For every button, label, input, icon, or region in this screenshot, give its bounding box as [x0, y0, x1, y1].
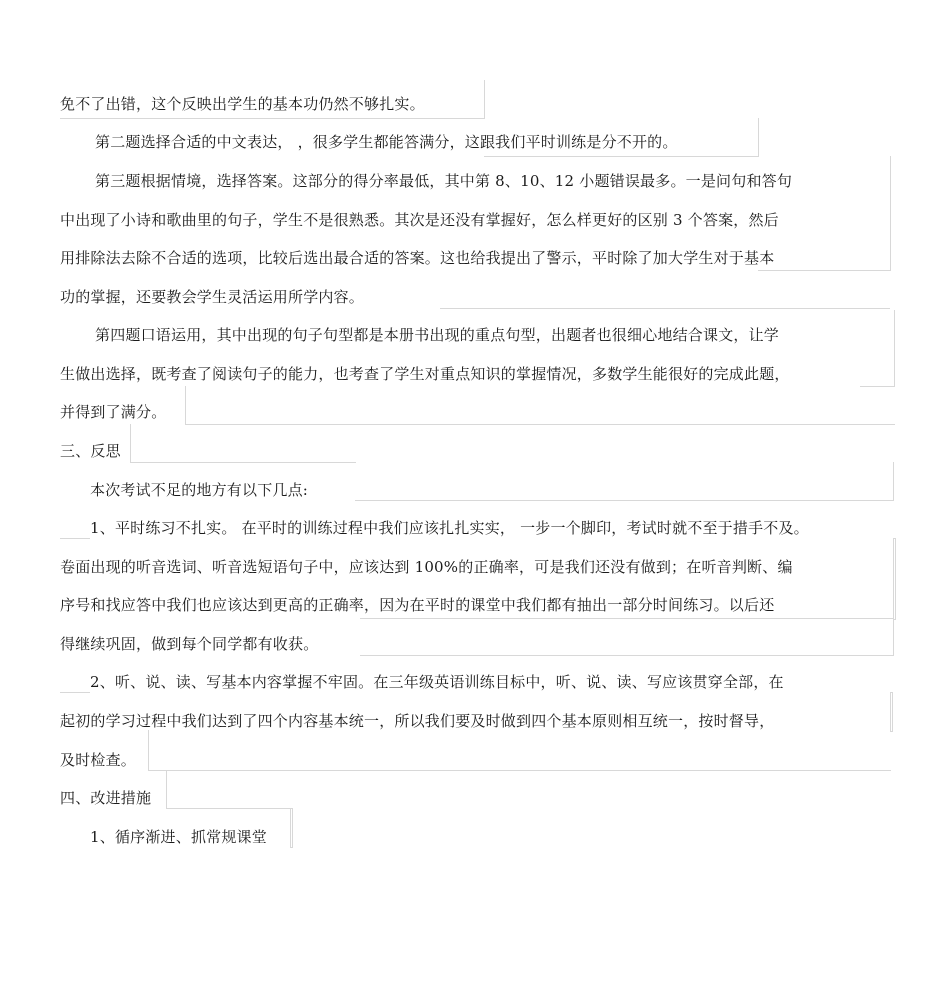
scan-box [60, 500, 90, 539]
body-line: 1、平时练习不扎实。 在平时的训练过程中我们应该扎扎实实， 一步一个脚印，考试时就不至于措手不及。 [90, 519, 809, 537]
scan-box [130, 424, 356, 463]
body-line: 起初的学习过程中我们达到了四个内容基本统一，所以我们要及时做到四个基本原则相互统一，按时督导， [60, 712, 775, 730]
body-line: 生做出选择，既考查了阅读句子的能力，也考查了学生对重点知识的掌握情况，多数学生能很好的完成此题， [60, 365, 790, 383]
section-heading: 四、改进措施 [60, 789, 152, 807]
body-line: 得继续巩固，做到每个同学都有收获。 [60, 635, 319, 653]
body-line: 中出现了小诗和歌曲里的句子，学生不是很熟悉。其次是还没有掌握好，怎么样更好的区别 3 个答案，然后 [60, 211, 779, 229]
scan-box [890, 692, 893, 732]
scan-box [290, 808, 293, 848]
scan-box [893, 538, 896, 620]
body-line: 第四题口语运用，其中出现的句子句型都是本册书出现的重点句型，出题者也很细心地结合课文，让学 [95, 326, 780, 344]
scan-box [360, 618, 894, 656]
body-line: 序号和找应答中我们也应该达到更高的正确率，因为在平时的课堂中我们都有抽出一部分时间练习。以后还 [60, 596, 775, 614]
body-line: 卷面出现的听音选词、听音选短语句子中，应该达到 100%的正确率，可是我们还没有做到；在听音判断、编 [60, 558, 793, 576]
body-line: 第二题选择合适的中文表达， ，很多学生都能答满分，这跟我们平时训练是分不开的。 [95, 133, 678, 151]
body-line: 1、循序渐进、抓常规课堂 [90, 828, 267, 846]
scan-box [860, 310, 895, 387]
scan-box [166, 770, 291, 809]
scan-box [185, 386, 895, 425]
scan-box [60, 654, 90, 693]
body-line: 及时检查。 [60, 751, 137, 769]
body-line: 2、听、说、读、写基本内容掌握不牢固。在三年级英语训练目标中，听、说、读、写应该贯穿全部，在 [90, 673, 784, 691]
body-line: 并得到了满分。 [60, 403, 167, 421]
body-line: 用排除法去除不合适的选项，比较后选出最合适的答案。这也给我提出了警示，平时除了加大学生对于基本 [60, 249, 775, 267]
section-heading: 三、反思 [60, 442, 121, 460]
body-line: 第三题根据情境，选择答案。这部分的得分率最低，其中第 8、10、12 小题错误最多。一是问句和答句 [95, 172, 793, 190]
scan-box [148, 730, 891, 771]
scan-box [440, 270, 890, 309]
body-line: 免不了出错，这个反映出学生的基本功仍然不够扎实。 [60, 95, 425, 113]
body-line: 本次考试不足的地方有以下几点: [90, 481, 309, 499]
body-line: 功的掌握，还要教会学生灵活运用所学内容。 [60, 288, 365, 306]
scan-box [355, 462, 894, 501]
